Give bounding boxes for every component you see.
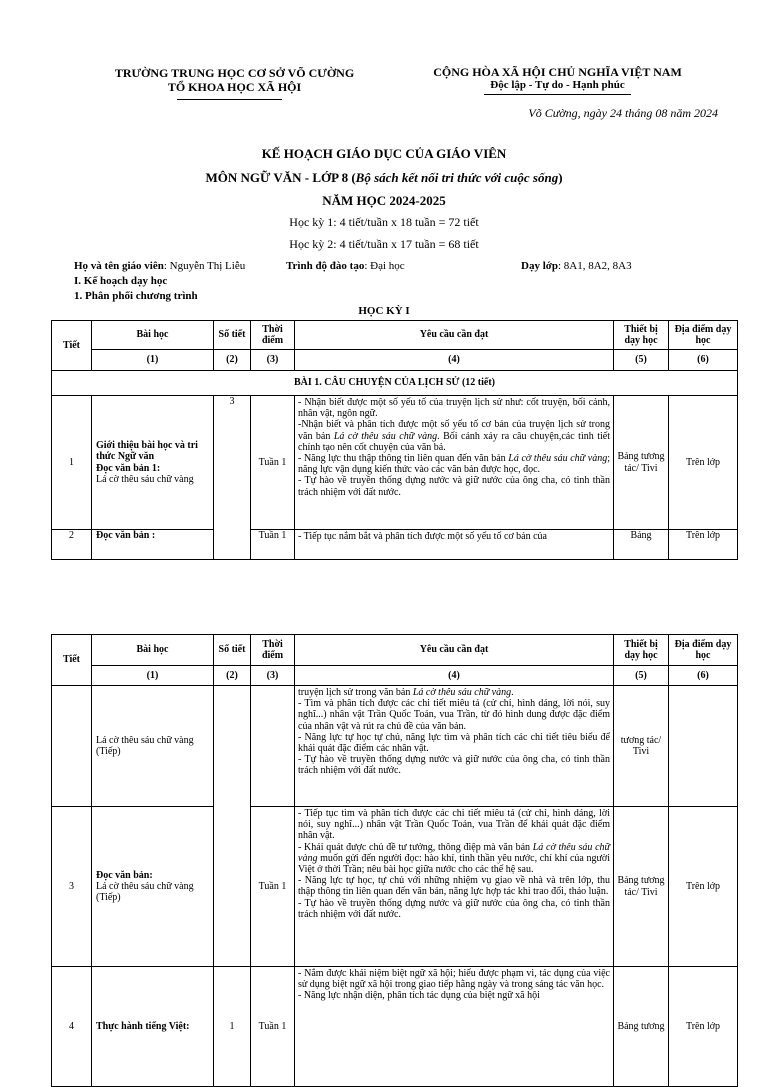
requirement-item: [298, 842, 610, 876]
school-year: NĂM HỌC 2024-2025: [322, 193, 446, 208]
col-header-period: Tiết: [52, 321, 92, 371]
period-count: 1: [214, 967, 251, 1087]
col-number: (1): [92, 350, 214, 371]
requirement-item: - Tự hào về truyền thống dựng nước và giữ nước của ông cha, có tinh thần trách nhiệm với đất nước.: [298, 475, 610, 498]
lesson-text: Lá cờ thêu sáu chữ vàng (Tiếp): [96, 880, 194, 904]
requirement-text: -Nhận biết và phân tích được một số yếu tố cơ bản của truyện lịch sử trong văn bản: [298, 419, 610, 442]
teacher-value: : Nguyễn Thị Liễu: [163, 260, 246, 272]
col-header-lesson: Bài học: [92, 321, 214, 350]
requirement-item: - Tìm và phân tích được các chi tiết miêu tả (cử chỉ, hình dáng, lời nói, suy nghĩ...) nhân vật Trần Quốc Toản, vua Trần, từ đó hình dung được đặc điểm của nhân vật và rút ra chủ đề của văn bản.: [298, 698, 610, 732]
col-header-period: Tiết: [52, 635, 92, 686]
table-row: [52, 967, 738, 1087]
col-header-count: Số tiết: [214, 321, 251, 350]
teacher-label: Họ và tên giáo viên: [74, 260, 164, 272]
requirements-cell: - Tiếp tục nắm bắt và phân tích được một số yếu tố cơ bản của: [295, 530, 614, 560]
requirement-item: - Nắm được khái niệm biệt ngữ xã hội; hiểu được phạm vi, tác dụng của việc sử dụng biệt ngữ xã hội trong giao tiếp hằng ngày và trong sáng tác văn học.: [298, 968, 610, 991]
dateline: Võ Cường, ngày 24 tháng 08 năm 2024: [528, 106, 718, 120]
equipment-cell: Bảng tương tác/ Tivi: [614, 396, 669, 530]
col-header-time: Thời điểm: [251, 321, 295, 350]
col-number: (1): [92, 666, 214, 686]
work-title: Lá cờ thêu sáu chữ vàng: [412, 687, 512, 698]
table-row: [52, 686, 738, 807]
period-number: 4: [52, 967, 92, 1087]
col-number: (4): [295, 350, 614, 371]
col-number: (6): [669, 666, 738, 686]
col-header-requirements: Yêu cầu cần đạt: [295, 635, 614, 666]
requirement-item: - Tiếp tục tìm và phân tích được các chi tiết miêu tả (cử chỉ, hình dáng, lời nói, suy nghĩ...) nhân vật Trần Quốc Toản, vua Trần để khái quát đặc điểm nhân vật.: [298, 808, 610, 842]
lesson-cell: [92, 807, 214, 967]
degree-label: Trình độ đào tạo: [286, 260, 365, 272]
equipment-cell: Bảng: [614, 530, 669, 560]
col-number: (5): [614, 666, 669, 686]
lesson-text: Lá cờ thêu sáu chữ vàng (Tiếp): [92, 686, 214, 807]
period-number: 3: [52, 807, 92, 967]
national-motto: Độc lập - Tự do - Hạnh phúc: [490, 79, 625, 91]
class-label: Dạy lớp: [521, 260, 558, 272]
subject-title-close: ): [558, 170, 563, 185]
lesson-title: Thực hành tiếng Việt:: [92, 967, 214, 1087]
period-number: 2: [52, 530, 92, 560]
period-count: 3: [214, 396, 251, 560]
col-header-time: Thời điểm: [251, 635, 295, 666]
textbook-series: Bộ sách kết nối tri thức với cuộc sống: [355, 170, 559, 185]
plan-table-page2: [51, 634, 738, 1087]
lesson-title: Đọc văn bản:: [96, 869, 153, 881]
requirement-item: - Tự hào về truyền thống dựng nước và giữ nước của ông cha, có tinh thần trách nhiệm với đất nước.: [298, 754, 610, 777]
table-row: [52, 807, 738, 967]
requirements-cell: [295, 807, 614, 967]
week-cell: Tuần 1: [251, 967, 295, 1087]
col-header-location: Địa điểm dạy học: [669, 321, 738, 350]
col-number: (2): [214, 350, 251, 371]
work-title: Lá cờ thêu sáu chữ vàng: [298, 841, 610, 864]
col-number: (6): [669, 350, 738, 371]
subject-title-main: MÔN NGỮ VĂN - LỚP 8 (: [205, 170, 356, 185]
equipment-cell: tương tác/ Tivi: [614, 686, 669, 807]
location-cell: Trên lớp: [669, 530, 738, 560]
national-title: CỘNG HÒA XÃ HỘI CHỦ NGHĨA VIỆT NAM: [433, 65, 682, 79]
lesson-title: Đọc văn bản :: [92, 530, 214, 560]
semester-heading: HỌC KỲ I: [358, 305, 410, 317]
requirement-text: truyện lịch sử trong văn bản: [298, 687, 413, 698]
document-title: KẾ HOẠCH GIÁO DỤC CỦA GIÁO VIÊN: [261, 146, 507, 161]
col-header-location: Địa điểm dạy học: [669, 635, 738, 666]
location-cell: Trên lớp: [669, 396, 738, 530]
location-cell: Trên lớp: [669, 967, 738, 1087]
degree-value: : Đại học: [364, 260, 405, 272]
unit-title: BÀI 1. CÂU CHUYỆN CỦA LỊCH SỬ (12 tiết): [52, 371, 738, 396]
requirement-item: - Năng lực tự học, tự chủ với những nhiệm vụ giao về nhà và trên lớp, thu thập thông tin liên quan đến văn bản, năng lực hợp tác khi trao đổi, thảo luận.: [298, 875, 610, 898]
lesson-title: Giới thiệu bài học và tri thức Ngữ văn Đọc văn bản 1:: [96, 440, 198, 474]
requirement-text: ; năng lực vận dụng kiến thức vào các văn bản được học, đọc.: [298, 452, 610, 476]
requirement-text: muốn gửi đến người đọc: hào khí, tinh thần yêu nước, chí khí của người Việt ở thời Trần; nêu bài học giữa nước cho các thế hệ sau.: [298, 852, 610, 875]
equipment-cell: Bảng tương: [614, 967, 669, 1087]
requirement-item: - Tự hào về truyền thống dựng nước và giữ nước của ông cha, có tinh thần trách nhiệm với đất nước.: [298, 897, 610, 920]
requirements-cell: [295, 967, 614, 1087]
requirement-text: .: [511, 687, 514, 698]
department-name: TỔ KHOA HỌC XÃ HỘI: [167, 80, 302, 94]
equipment-cell: Bảng tương tác/ Tivi: [614, 807, 669, 967]
col-header-lesson: Bài học: [92, 635, 214, 666]
col-number: (3): [251, 666, 295, 686]
requirement-text: . Bối cảnh xảy ra câu chuyện,các tình tiết chính tạo nên cốt chuyện của văn bả.: [298, 430, 610, 453]
term2-hours: Học kỳ 2: 4 tiết/tuần x 17 tuần = 68 tiết: [289, 237, 479, 251]
lesson-text: Lá cờ thêu sáu chữ vàng: [96, 473, 194, 485]
col-number: (5): [614, 350, 669, 371]
col-number: (2): [214, 666, 251, 686]
work-title: Lá cờ thêu sáu chữ vàng: [508, 452, 608, 464]
term1-hours: Học kỳ 1: 4 tiết/tuần x 18 tuần = 72 tiết: [289, 215, 479, 229]
col-number: (4): [295, 666, 614, 686]
work-title: Lá cờ thêu sáu chữ vàng: [333, 430, 438, 442]
class-value: : 8A1, 8A2, 8A3: [557, 260, 632, 272]
week-cell: Tuần 1: [251, 807, 295, 967]
requirement-text: - Khái quát được chủ đề tư tưởng, thông điệp mà văn bản: [298, 841, 533, 853]
week-cell: Tuần 1: [251, 530, 295, 560]
col-header-equipment: Thiết bị dạy học: [614, 321, 669, 350]
col-header-requirements: Yêu cầu cần đạt: [295, 321, 614, 350]
requirements-cell: [295, 686, 614, 807]
week-cell: [251, 686, 295, 807]
requirement-item: - Năng lực nhận diện, phân tích tác dụng của biệt ngữ xã hội: [298, 990, 540, 1002]
school-name: TRƯỜNG TRUNG HỌC CƠ SỞ VÕ CƯỜNG: [114, 66, 355, 80]
col-number: (3): [251, 350, 295, 371]
week-cell: Tuần 1: [251, 396, 295, 530]
section-heading: I. Kế hoạch dạy học: [74, 275, 168, 287]
period-count: [214, 686, 251, 967]
location-cell: Trên lớp: [669, 807, 738, 967]
requirement-item: - Năng lực tự học tự chủ, năng lực tìm và phân tích các chi tiết tiêu biểu để khái quát đặc điểm các nhân vật.: [298, 731, 610, 754]
requirement-item: [298, 687, 610, 698]
period-number: 1: [52, 396, 92, 530]
period-number: [52, 686, 92, 807]
subsection-heading: 1. Phân phối chương trình: [74, 290, 198, 302]
col-header-equipment: Thiết bị dạy học: [614, 635, 669, 666]
requirement-text: - Năng lực thu thập thông tin liên quan đến văn bản: [298, 452, 509, 464]
location-cell: [669, 686, 738, 807]
requirement-item: - Nhận biết được một số yếu tố của truyện lịch sử như: cốt truyện, bối cảnh, nhân vật, ngôn ngữ.: [298, 397, 610, 420]
col-header-count: Số tiết: [214, 635, 251, 666]
